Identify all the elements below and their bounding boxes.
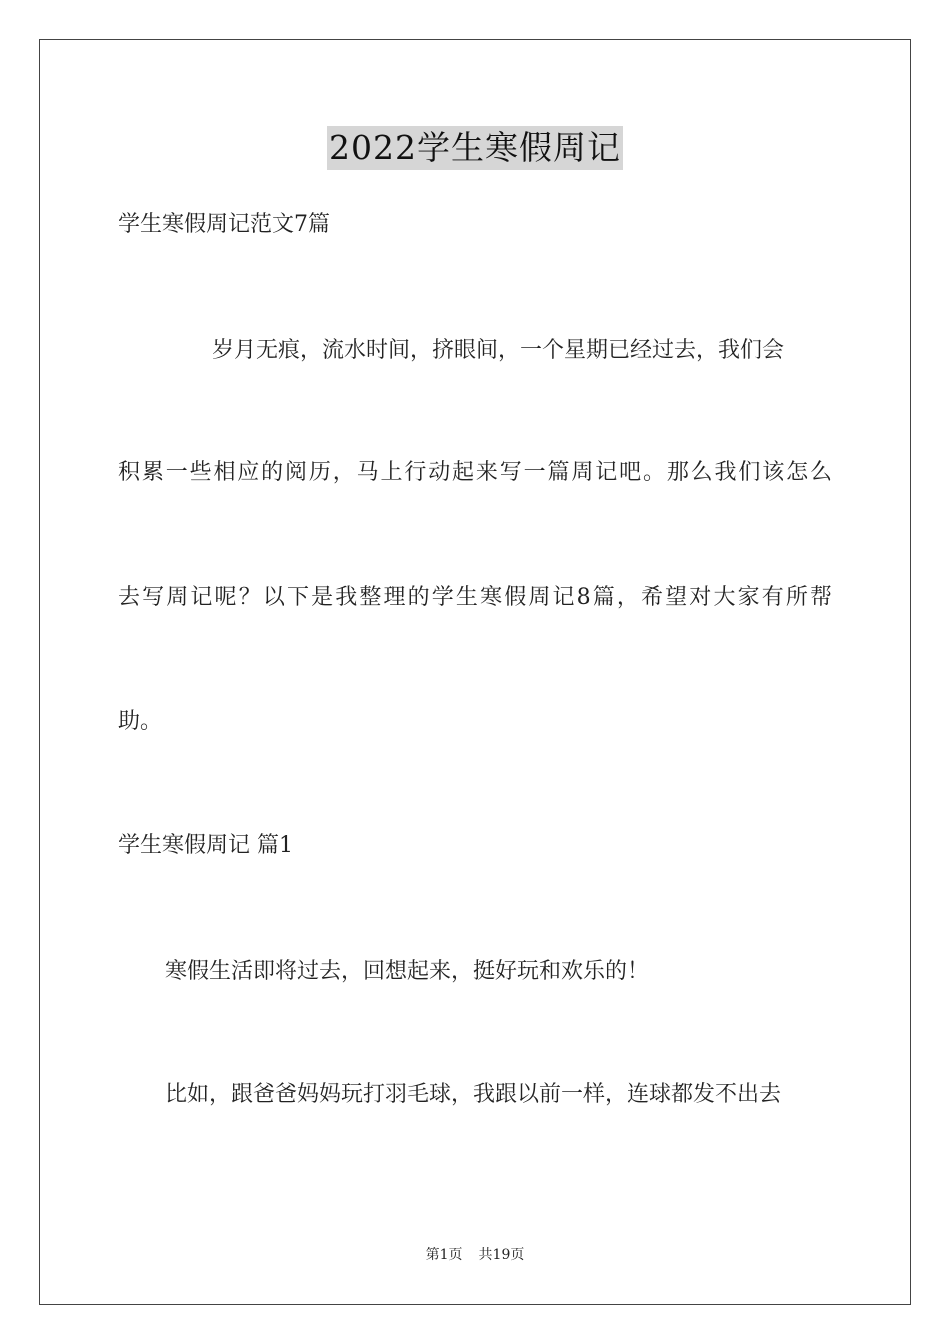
section-line-2: 比如，跟爸爸妈妈玩打羽毛球，我跟以前一样，连球都发不出去 [165, 1082, 782, 1107]
page-footer [0, 1246, 950, 1264]
section-heading: 学生寒假周记 篇1 [118, 833, 293, 858]
intro-line-2: 积累一些相应的阅历，马上行动起来写一篇周记吧。那么我们该怎么 [118, 460, 832, 485]
section-line-1: 寒假生活即将过去，回想起来，挺好玩和欢乐的！ [165, 959, 650, 984]
document-subtitle: 学生寒假周记范文7篇 [118, 212, 330, 237]
intro-line-3: 去写周记呢？以下是我整理的学生寒假周记8篇，希望对大家有所帮 [118, 585, 832, 610]
intro-line-1: 岁月无痕，流水时间，挤眼间，一个星期已经过去，我们会 [212, 338, 785, 363]
page-number: 第1页 [425, 1247, 463, 1263]
total-pages: 共19页 [478, 1247, 525, 1263]
title-container [0, 126, 950, 170]
document-title: 2022学生寒假周记 [327, 126, 623, 170]
intro-line-4: 助。 [118, 709, 163, 734]
